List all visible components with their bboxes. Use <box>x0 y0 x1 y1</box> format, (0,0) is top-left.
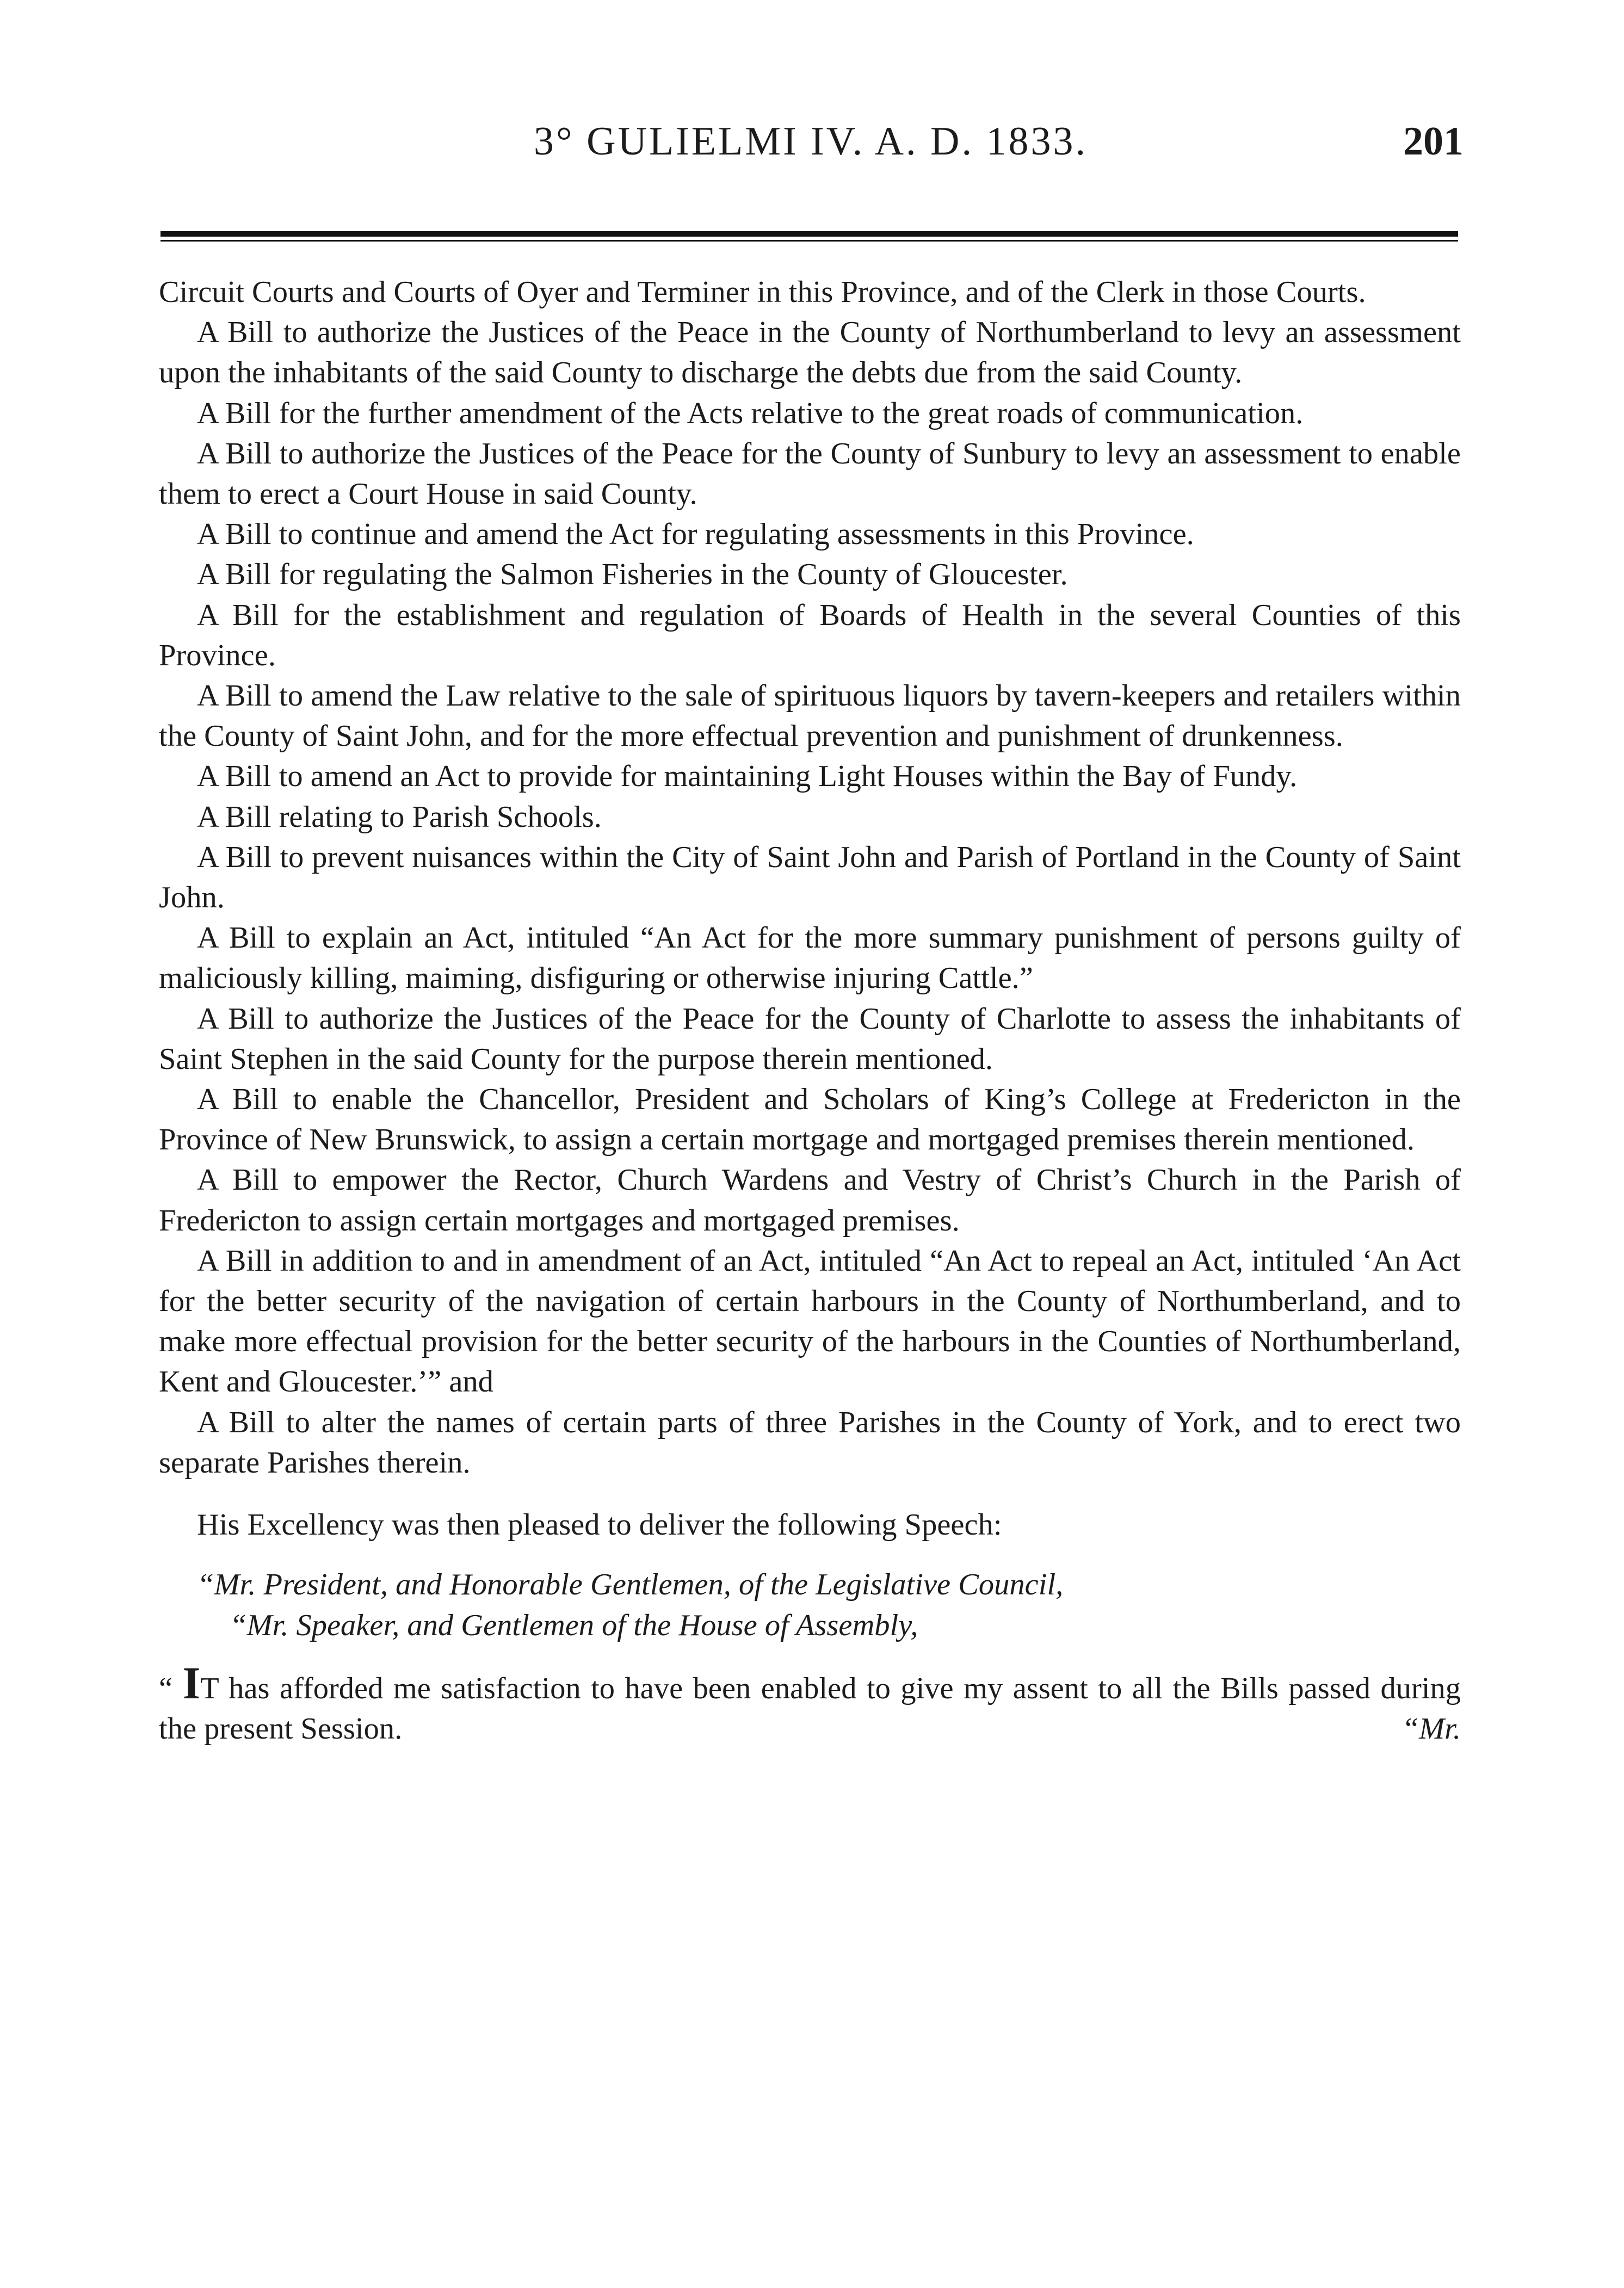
address-council: “Mr. President, and Honorable Gentlemen, of the Legislative Council, <box>197 1568 1064 1602</box>
page-body <box>159 272 1461 1749</box>
bill-paragraph: A Bill in addition to and in amendment of an Act, intituled “An Act to repeal an Act, intituled ‘An Act for the better security of the navigation of certain harbours in the County of Northumberland, and to make more effectual provision for the better security of the harbours in the Counties of Northumberland, Kent and Gloucester.’” and <box>159 1244 1461 1399</box>
open-quote: “ <box>159 1671 173 1705</box>
catchword: “Mr. <box>1401 1711 1461 1746</box>
address-assembly: “Mr. Speaker, and Gentlemen of the House of Assembly, <box>230 1608 918 1642</box>
bill-paragraph: A Bill relating to Parish Schools. <box>197 800 602 834</box>
bill-paragraph: A Bill to explain an Act, intituled “An Act for the more summary punishment of persons guilty of maliciously killing, maiming, disfiguring or otherwise injuring Cattle.” <box>159 921 1461 995</box>
bill-paragraph: A Bill to amend the Law relative to the sale of spirituous liquors by tavern-keepers and retailers within the County of Saint John, and for the more effectual prevention and punishment of drunkenness. <box>159 679 1461 753</box>
speech-text: T has afforded me satisfaction to have been enabled to give my assent to all the Bills passed during the present Session. <box>159 1671 1461 1746</box>
speech-intro: His Excellency was then pleased to deliver the following Speech: <box>197 1508 1002 1542</box>
bill-paragraph: A Bill to authorize the Justices of the Peace for the County of Charlotte to assess the inhabitants of Saint Stephen in the said County for the purpose therein mentioned. <box>159 1001 1461 1076</box>
bill-paragraph: A Bill for the establishment and regulation of Boards of Health in the several Counties of this Province. <box>159 598 1461 672</box>
bill-paragraph: A Bill to authorize the Justices of the Peace for the County of Sunbury to levy an assessment to enable them to erect a Court House in said County. <box>159 436 1461 511</box>
bill-paragraph: A Bill for regulating the Salmon Fisheries in the County of Gloucester. <box>197 558 1068 592</box>
bill-paragraph: A Bill to continue and amend the Act for regulating assessments in this Province. <box>197 517 1194 552</box>
bill-paragraph: A Bill to prevent nuisances within the City of Saint John and Parish of Portland in the County of Saint John. <box>159 840 1461 915</box>
bill-paragraph: A Bill to enable the Chancellor, President and Scholars of King’s College at Fredericton in the Province of New Brunswick, to assign a certain mortgage and mortgaged premises therein mentioned. <box>159 1083 1461 1157</box>
bill-paragraph: Circuit Courts and Courts of Oyer and Terminer in this Province, and of the Clerk in those Courts. <box>159 275 1366 309</box>
page-number: 201 <box>1403 119 1464 164</box>
drop-cap: I <box>182 1658 201 1709</box>
bill-paragraph: A Bill to amend an Act to provide for maintaining Light Houses within the Bay of Fundy. <box>197 759 1298 794</box>
running-title: 3° GULIELMI IV. A. D. 1833. <box>533 119 1088 164</box>
bill-paragraph: A Bill to empower the Rector, Church Wardens and Vestry of Christ’s Church in the Parish of Fredericton to assign certain mortgages and mortgaged premises. <box>159 1163 1461 1238</box>
bill-paragraph: A Bill to alter the names of certain parts of three Parishes in the County of York, and to erect two separate Parishes therein. <box>159 1405 1461 1480</box>
bill-paragraph: A Bill for the further amendment of the Acts relative to the great roads of communication. <box>197 396 1304 430</box>
page-header <box>158 112 1464 171</box>
bill-paragraph: A Bill to authorize the Justices of the Peace in the County of Northumberland to levy an assessment upon the inhabitants of the said County to discharge the debts due from the said County. <box>159 316 1461 390</box>
speech-paragraph <box>159 1658 1461 1749</box>
header-rule <box>160 231 1458 242</box>
